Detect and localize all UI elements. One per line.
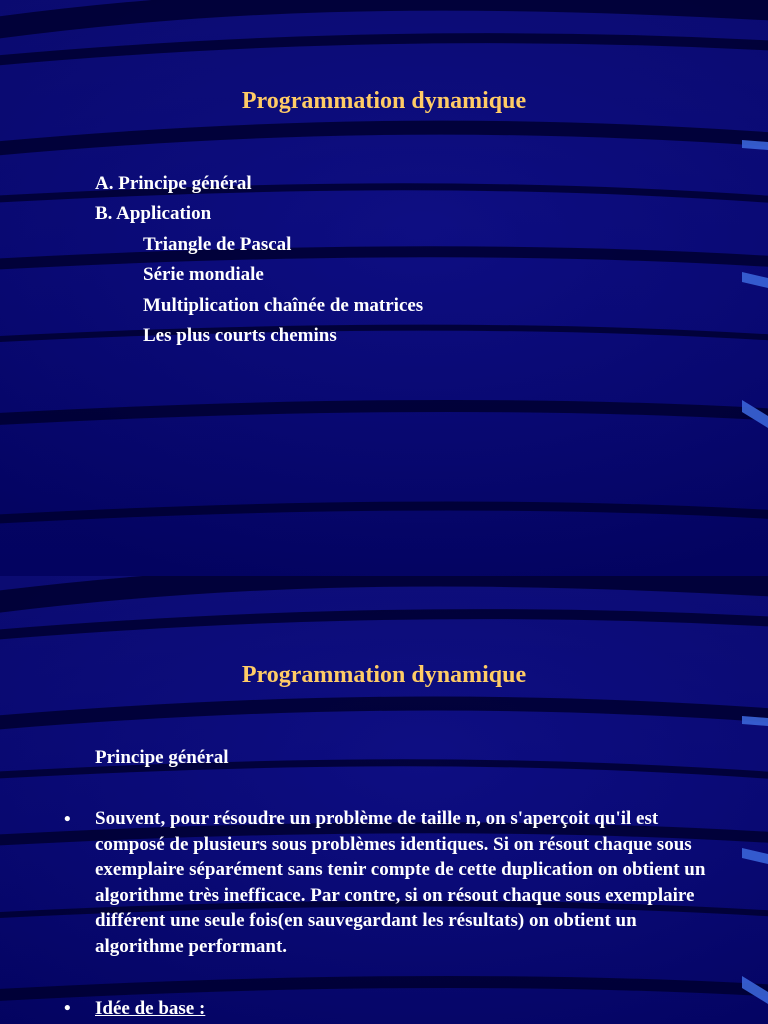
outline-subitem: Les plus courts chemins — [143, 325, 337, 346]
slide-2 — [0, 576, 768, 1024]
idea-heading: Idée de base : — [95, 998, 206, 1019]
slide-title: Programmation dynamique — [241, 662, 527, 688]
bullet-icon: • — [64, 809, 71, 830]
outline-subitem: Multiplication chaînée de matrices — [143, 295, 424, 316]
outline-item: B. Application — [95, 203, 212, 224]
outline-subitem: Série mondiale — [143, 264, 264, 285]
bullet-icon: • — [64, 998, 71, 1019]
body-paragraph: Souvent, pour résoudre un problème de taille n, on s'aperçoit qu'il est composé de plusieurs sous problèmes identiques. Si on résout chaque sous exemplaire séparément sans tenir compte de cette duplication on obtient un algorithme très inefficace. Par contre, si on résout chaque sous exemplaire différent une seule fois(en sauvegardant les résultats) on obtient un algorithme performant. — [95, 808, 706, 957]
section-heading: Principe général — [95, 747, 229, 768]
slide-title: Programmation dynamique — [241, 88, 527, 114]
outline-subitem: Triangle de Pascal — [143, 234, 292, 255]
outline-item: A. Principe général — [95, 173, 252, 194]
